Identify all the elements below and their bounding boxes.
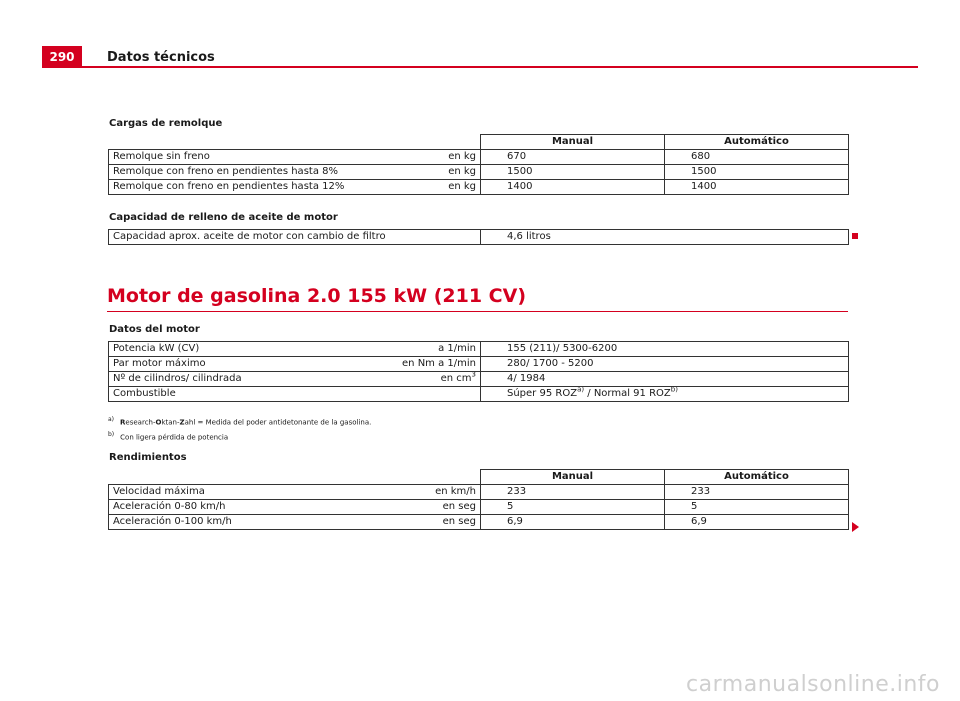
footnote-text: ahl = Medida del poder antidetonante de la gasolina. [184,418,372,427]
fuel-value-a: Súper 95 ROZ [507,388,578,399]
manual-value: 1500 [481,165,665,180]
manual-value: 670 [481,150,665,165]
row-label-cell [109,180,481,195]
row-label: Remolque con freno en pendientes hasta 8% [113,166,338,177]
footnote-text: Con ligera pérdida de potencia [120,433,229,442]
automatic-value: 233 [665,485,849,500]
motor-title-divider [107,311,848,312]
automatic-value: 1400 [665,180,849,195]
row-label-cell [109,165,481,180]
col-header-automatic: Automático [665,470,849,485]
page-number: 290 [42,46,82,67]
automatic-value: 5 [665,500,849,515]
section-end-marker [852,233,858,239]
col-header-manual: Manual [481,135,665,150]
row-unit: en kg [448,151,476,162]
row-unit: a 1/min [438,343,476,354]
oil-capacity-value: 4,6 litros [481,230,849,245]
footnote-bold-letter: R [120,418,126,427]
footnote-ref-a: a) [577,386,585,394]
table-header-row [109,470,849,485]
row-label-cell [109,372,481,387]
row-label-cell [109,357,481,372]
table-row [109,342,849,357]
footnote-text: ktan- [161,418,180,427]
row-label: Combustible [109,387,481,402]
table-row [109,165,849,180]
table-row [109,357,849,372]
footnote-bold-letter: O [155,418,162,427]
oil-capacity-title: Capacidad de relleno de aceite de motor [109,212,338,223]
engine-value: 280/ 1700 - 5200 [481,357,849,372]
row-label: Velocidad máxima [113,486,205,497]
row-label: Potencia kW (CV) [113,343,200,354]
row-label-cell [109,485,481,500]
row-unit-wrap [441,372,476,386]
footnote-a [108,416,371,426]
row-label: Remolque con freno en pendientes hasta 12% [113,181,345,192]
engine-value: 155 (211)/ 5300-6200 [481,342,849,357]
manual-value: 6,9 [481,515,665,530]
row-unit: en Nm a 1/min [402,358,476,369]
automatic-value: 680 [665,150,849,165]
row-label: Aceleración 0-80 km/h [113,501,226,512]
footnote-bold-letter: Z [179,418,185,427]
fuel-value [481,387,849,402]
row-label: Remolque sin freno [113,151,210,162]
trailer-loads-title: Cargas de remolque [109,118,223,129]
row-label: Par motor máximo [113,358,206,369]
table-row [109,372,849,387]
oil-capacity-table [108,229,849,245]
header-divider [42,66,918,68]
automatic-value: 6,9 [665,515,849,530]
table-row [109,515,849,530]
performance-table [108,469,849,530]
row-unit: en kg [448,181,476,192]
footnote-b [108,431,228,441]
row-label: Capacidad aprox. aceite de motor con cambio de filtro [109,230,481,245]
manual-value: 5 [481,500,665,515]
motor-section-title: Motor de gasolina 2.0 155 kW (211 CV) [107,285,527,307]
table-row [109,230,849,245]
footnote-text: esearch- [125,418,156,427]
engine-value: 4/ 1984 [481,372,849,387]
table-header-row [109,135,849,150]
row-label-cell [109,342,481,357]
footnote-ref-b: b) [670,386,678,394]
table-header-empty [109,470,481,485]
page-header-title: Datos técnicos [107,50,215,65]
continue-arrow-icon [852,522,859,532]
watermark: carmanualsonline.info [686,672,940,697]
col-header-manual: Manual [481,470,665,485]
engine-data-title: Datos del motor [109,324,200,335]
table-row [109,180,849,195]
row-unit: en seg [442,501,476,512]
row-label: Aceleración 0-100 km/h [113,516,232,527]
footnote-mark: a) [108,416,115,423]
col-header-automatic: Automático [665,135,849,150]
table-row [109,500,849,515]
table-header-empty [109,135,481,150]
table-row [109,485,849,500]
row-label-cell [109,500,481,515]
unit-superscript: 3 [471,371,476,379]
row-label-cell [109,515,481,530]
table-row [109,387,849,402]
row-unit: en km/h [435,486,476,497]
row-unit: en kg [448,166,476,177]
table-row [109,150,849,165]
manual-value: 1400 [481,180,665,195]
row-unit: en seg [442,516,476,527]
footnote-mark: b) [108,431,115,438]
fuel-value-b: / Normal 91 ROZ [584,388,671,399]
performance-title: Rendimientos [109,452,187,463]
row-label-cell [109,150,481,165]
manual-value: 233 [481,485,665,500]
row-unit: en cm [440,373,472,384]
engine-data-table [108,341,849,402]
automatic-value: 1500 [665,165,849,180]
trailer-loads-table [108,134,849,195]
row-label: Nº de cilindros/ cilindrada [113,373,242,384]
